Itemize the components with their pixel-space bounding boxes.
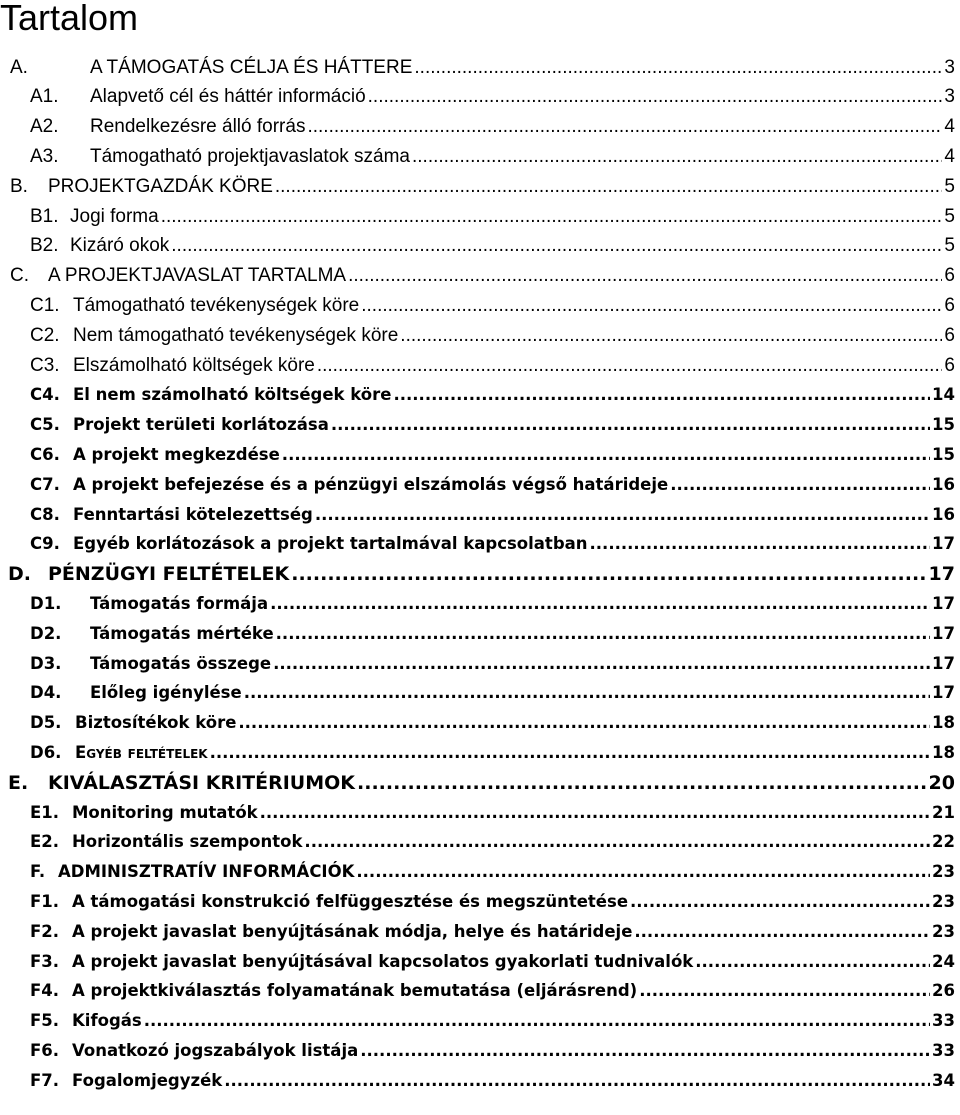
- toc-entry[interactable]: [30, 144, 955, 170]
- toc-entry-number: C5.: [30, 415, 60, 434]
- toc-entry-number: C6.: [30, 445, 60, 464]
- toc-entry-title: A projekt javaslat benyújtásának módja, helye és határideje: [72, 922, 633, 941]
- toc-entry-number: D.: [8, 563, 31, 585]
- toc-entry-number: F2.: [30, 922, 60, 941]
- toc-entry-title: Előleg igénylése: [90, 683, 242, 702]
- toc-entry[interactable]: [30, 531, 955, 557]
- toc-dot-leader: [275, 174, 943, 200]
- toc-dot-leader: [210, 740, 930, 766]
- toc-entry-number: D2.: [30, 624, 62, 643]
- toc-entry-number: F6.: [30, 1041, 60, 1060]
- toc-entry-page-number: 17: [932, 534, 955, 553]
- toc-entry[interactable]: [30, 919, 955, 945]
- toc-entry-number: A3.: [30, 146, 59, 167]
- toc-entry-title: Jogi forma: [70, 206, 159, 227]
- toc-entry-page-number: 14: [932, 385, 955, 404]
- toc-entry-number: B.: [10, 176, 28, 197]
- toc-entry[interactable]: [30, 353, 955, 379]
- toc-entry-number: C3.: [30, 355, 60, 376]
- toc-entry-title: A PROJEKTJAVASLAT TARTALMA: [48, 265, 347, 286]
- toc-dot-leader: [368, 84, 943, 110]
- toc-entry-number: F3.: [30, 952, 60, 971]
- toc-entry[interactable]: [30, 412, 955, 438]
- toc-dot-leader: [400, 323, 942, 349]
- toc-dot-leader: [348, 263, 942, 289]
- toc-entry[interactable]: [30, 800, 955, 826]
- toc-entry-title: A projekt megkezdése: [73, 445, 280, 464]
- toc-entry-number: C7.: [30, 475, 60, 494]
- toc-entry[interactable]: [30, 1068, 955, 1094]
- toc-entry-page-number: 6: [944, 265, 955, 286]
- toc-entry-title: Monitoring mutatók: [72, 803, 258, 822]
- toc-dot-leader: [360, 1038, 930, 1064]
- toc-entry-page-number: 4: [944, 116, 955, 137]
- toc-dot-leader: [224, 1068, 930, 1094]
- toc-dot-leader: [356, 859, 930, 885]
- toc-entry-title: PROJEKTGAZDÁK KÖRE: [48, 176, 273, 197]
- toc-entry-number: F.: [30, 862, 46, 881]
- toc-entry-page-number: 15: [932, 415, 955, 434]
- toc-entry-number: C9.: [30, 534, 60, 553]
- toc-entry-page-number: 22: [932, 832, 955, 851]
- toc-entry-page-number: 18: [932, 713, 955, 732]
- toc-entry-number: E.: [8, 772, 29, 794]
- toc-entry[interactable]: [30, 1008, 955, 1034]
- toc-entry-title: Horizontális szempontok: [72, 832, 303, 851]
- toc-entry-title: Nem támogatható tevékenységek köre: [73, 325, 399, 346]
- toc-entry[interactable]: [30, 859, 955, 885]
- toc-entry[interactable]: [30, 204, 955, 230]
- toc-entry-title: Vonatkozó jogszabályok listája: [72, 1041, 359, 1060]
- toc-dot-leader: [695, 949, 930, 975]
- toc-dot-leader: [260, 800, 930, 826]
- toc-entry-title: A projekt befejezése és a pénzügyi elszámolás végső határideje: [73, 475, 669, 494]
- toc-entry[interactable]: [10, 174, 955, 200]
- toc-entry-number: F5.: [30, 1011, 60, 1030]
- toc-entry-number: A.: [10, 57, 28, 78]
- toc-entry-title: Elszámolható költségek köre: [73, 355, 315, 376]
- toc-entry-page-number: 3: [944, 86, 955, 107]
- toc-dot-leader: [171, 233, 942, 259]
- toc-entry-title: PÉNZÜGYI FELTÉTELEK: [48, 563, 290, 585]
- toc-entry-page-number: 33: [932, 1011, 955, 1030]
- toc-entry[interactable]: [30, 949, 955, 975]
- toc-entry[interactable]: [30, 472, 955, 498]
- toc-entry-page-number: 16: [932, 475, 955, 494]
- toc-dot-leader: [307, 114, 942, 140]
- toc-entry-title: Egyéb feltételek: [75, 743, 208, 762]
- toc-entry-number: D1.: [30, 594, 62, 613]
- toc-dot-leader: [590, 531, 931, 557]
- toc-dot-leader: [244, 680, 930, 706]
- toc-dot-leader: [412, 144, 942, 170]
- toc-dot-leader: [273, 651, 930, 677]
- toc-entry-number: F7.: [30, 1071, 60, 1090]
- toc-entry-page-number: 33: [932, 1041, 955, 1060]
- toc-entry-page-number: 24: [932, 952, 955, 971]
- toc-dot-leader: [304, 829, 930, 855]
- toc-entry-number: B1.: [30, 206, 59, 227]
- toc-entry-number: D6.: [30, 743, 62, 762]
- toc-entry-page-number: 23: [932, 862, 955, 881]
- toc-entry-title: Támogatás formája: [90, 594, 269, 613]
- toc-entry-number: C8.: [30, 505, 60, 524]
- toc-entry[interactable]: [30, 442, 955, 468]
- toc-entry-title: Rendelkezésre álló forrás: [90, 116, 306, 137]
- toc-dot-leader: [238, 710, 930, 736]
- toc-entry-page-number: 5: [944, 235, 955, 256]
- toc-entry-number: D4.: [30, 683, 62, 702]
- toc-dot-leader: [630, 889, 930, 915]
- toc-entry[interactable]: [8, 770, 955, 796]
- toc-entry-title: Biztosítékok köre: [75, 713, 237, 732]
- toc-dot-leader: [393, 382, 930, 408]
- toc-entry-title: Támogatás összege: [90, 654, 272, 673]
- toc-entry-number: A1.: [30, 86, 59, 107]
- toc-entry-number: D3.: [30, 654, 62, 673]
- toc-entry-number: E1.: [30, 803, 60, 822]
- toc-dot-leader: [670, 472, 930, 498]
- toc-entry-number: B2.: [30, 235, 59, 256]
- toc-entry-page-number: 26: [932, 981, 955, 1000]
- toc-entry[interactable]: [30, 651, 955, 677]
- toc-dot-leader: [634, 919, 930, 945]
- toc-entry-title: ADMINISZTRATÍV INFORMÁCIÓK: [58, 862, 355, 881]
- toc-entry-page-number: 4: [944, 146, 955, 167]
- toc-dot-leader: [639, 978, 930, 1004]
- toc-entry[interactable]: [30, 740, 955, 766]
- toc-entry-number: C1.: [30, 295, 60, 316]
- toc-entry-page-number: 3: [944, 57, 955, 78]
- toc-dot-leader: [282, 442, 930, 468]
- toc-entry[interactable]: [30, 1038, 955, 1064]
- toc-dot-leader: [276, 621, 930, 647]
- toc-entry[interactable]: [30, 680, 955, 706]
- toc-entry-number: C2.: [30, 325, 60, 346]
- toc-entry[interactable]: [30, 502, 955, 528]
- toc-entry-title: A projektkiválasztás folyamatának bemutatása (eljárásrend): [72, 981, 638, 1000]
- toc-entry-page-number: 6: [944, 295, 955, 316]
- toc-entry-page-number: 18: [932, 743, 955, 762]
- toc-entry[interactable]: [30, 978, 955, 1004]
- toc-entry-page-number: 17: [932, 594, 955, 613]
- toc-entry-number: C.: [10, 265, 29, 286]
- toc-entry-number: E2.: [30, 832, 60, 851]
- toc-entry-page-number: 15: [932, 445, 955, 464]
- toc-entry-title: KIVÁLASZTÁSI KRITÉRIUMOK: [48, 772, 356, 794]
- toc-entry-title: Fenntartási kötelezettség: [73, 505, 313, 524]
- toc-dot-leader: [161, 204, 943, 230]
- toc-entry-title: Kizáró okok: [70, 235, 170, 256]
- toc-entry-page-number: 6: [944, 325, 955, 346]
- toc-entry-number: F1.: [30, 892, 60, 911]
- toc-entry-page-number: 23: [932, 892, 955, 911]
- toc-entry-page-number: 17: [932, 683, 955, 702]
- toc-entry-title: Támogatható tevékenységek köre: [73, 295, 360, 316]
- toc-dot-leader: [270, 591, 930, 617]
- toc-dot-leader: [291, 561, 926, 587]
- toc-dot-leader: [331, 412, 930, 438]
- toc-entry-title: Alapvető cél és háttér információ: [90, 86, 366, 107]
- toc-entry-page-number: 17: [932, 654, 955, 673]
- toc-entry-title: Egyéb korlátozások a projekt tartalmával kapcsolatban: [73, 534, 588, 553]
- toc-entry-page-number: 20: [928, 772, 955, 794]
- toc-entry[interactable]: [10, 55, 955, 81]
- toc-entry[interactable]: [8, 561, 955, 587]
- toc-entry[interactable]: [30, 84, 955, 110]
- toc-entry-page-number: 34: [932, 1071, 955, 1090]
- toc-entry[interactable]: [10, 263, 955, 289]
- toc-dot-leader: [361, 293, 942, 319]
- toc-entry[interactable]: [30, 114, 955, 140]
- toc-entry-title: Projekt területi korlátozása: [73, 415, 329, 434]
- toc-entry[interactable]: [30, 323, 955, 349]
- toc-entry-page-number: 6: [944, 355, 955, 376]
- toc-entry-title: El nem számolható költségek köre: [73, 385, 392, 404]
- toc-entry-title: Támogatás mértéke: [90, 624, 274, 643]
- toc-entry[interactable]: [30, 382, 955, 408]
- toc-entry-page-number: 17: [932, 624, 955, 643]
- toc-entry[interactable]: [30, 233, 955, 259]
- toc-entry-page-number: 5: [944, 176, 955, 197]
- toc-entry[interactable]: [30, 621, 955, 647]
- toc-entry[interactable]: [30, 889, 955, 915]
- toc-entry[interactable]: [30, 293, 955, 319]
- toc-entry[interactable]: [30, 591, 955, 617]
- toc-entry-page-number: 5: [944, 206, 955, 227]
- toc-entry-page-number: 23: [932, 922, 955, 941]
- toc-entry-page-number: 21: [932, 803, 955, 822]
- toc-entry-page-number: 17: [928, 563, 955, 585]
- toc-entry-page-number: 16: [932, 505, 955, 524]
- toc-dot-leader: [144, 1008, 930, 1034]
- toc-dot-leader: [315, 502, 930, 528]
- toc-entry-title: A támogatási konstrukció felfüggesztése és megszüntetése: [72, 892, 629, 911]
- toc-entry-number: A2.: [30, 116, 59, 137]
- toc-entry-title: Kifogás: [72, 1011, 142, 1030]
- toc-dot-leader: [414, 55, 942, 81]
- toc-entry[interactable]: [30, 710, 955, 736]
- toc-entry-number: F4.: [30, 981, 60, 1000]
- toc-entry[interactable]: [30, 829, 955, 855]
- toc-entry-title: A TÁMOGATÁS CÉLJA ÉS HÁTTERE: [90, 57, 413, 78]
- toc-dot-leader: [357, 770, 927, 796]
- toc-entry-title: Fogalomjegyzék: [72, 1071, 223, 1090]
- toc-entry-number: D5.: [30, 713, 62, 732]
- toc-dot-leader: [317, 353, 943, 379]
- toc-entry-number: C4.: [30, 385, 60, 404]
- toc-entry-title: Támogatható projektjavaslatok száma: [90, 146, 410, 167]
- toc-entry-title: A projekt javaslat benyújtásával kapcsolatos gyakorlati tudnivalók: [72, 952, 694, 971]
- page-title: Tartalom: [0, 0, 139, 38]
